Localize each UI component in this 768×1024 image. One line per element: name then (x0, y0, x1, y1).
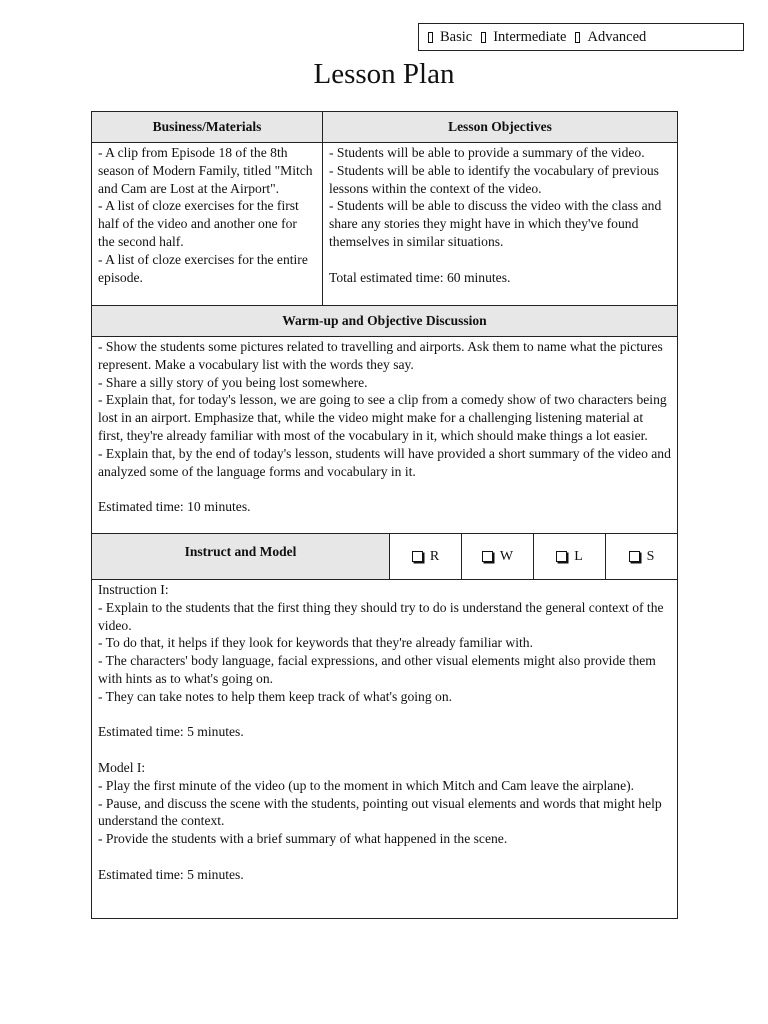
model-item: - Play the first minute of the video (up to the moment in which Mitch and Cam leave the airplane). (98, 777, 635, 793)
model-time: Estimated time: 5 minutes. (98, 866, 244, 882)
materials-header: Business/Materials (92, 112, 323, 142)
instruction-time: Estimated time: 5 minutes. (98, 724, 244, 740)
material-item: - A list of cloze exercises for the entire episode. (98, 251, 308, 285)
checkbox-icon[interactable] (629, 551, 640, 562)
model-title: Model I: (98, 759, 146, 775)
section1-content-row (92, 143, 677, 306)
instruct-header: Instruct and Model (92, 534, 390, 579)
instruction-item: - Explain to the students that the first thing they should try to do is understand the general context of the video. (98, 599, 664, 633)
warmup-header-row (92, 306, 677, 337)
warmup-cell (92, 337, 677, 533)
objectives-header: Lesson Objectives (448, 119, 552, 134)
objectives-cell (323, 143, 677, 305)
checkbox-icon[interactable] (412, 551, 423, 562)
skill-writing[interactable] (462, 534, 534, 579)
warmup-item: - Explain that, for today's lesson, we are going to see a clip from a comedy show of two characters being lost in an airport. Emphasize that, while the video might make for a challenging listening material at first, they're already familiar with most of the vocabulary in it, which should make things a lot easier. (98, 392, 667, 443)
skill-reading[interactable] (390, 534, 462, 579)
total-time: Total estimated time: 60 minutes. (329, 269, 511, 285)
skill-listening[interactable] (534, 534, 606, 579)
material-item: - A clip from Episode 18 of the 8th season of Modern Family, titled "Mitch and Cam are Lost at the Airport". (98, 145, 313, 196)
warmup-item: - Share a silly story of you being lost somewhere. (98, 374, 368, 390)
checkbox-icon[interactable] (556, 551, 567, 562)
objective-item: - Students will be able to provide a summary of the video. (329, 145, 645, 160)
checkbox-icon[interactable] (428, 32, 433, 43)
instruction-item: - To do that, it helps if they look for keywords that they're already familiar with. (98, 635, 533, 651)
instruct-cell (92, 580, 677, 918)
objective-item: - Students will be able to discuss the video with the class and share any stories they might have in which they've found themselves in similar situations. (329, 198, 662, 249)
warmup-item: - Explain that, by the end of today's lesson, students will have provided a short summary of the video and analyzed some of the language forms and vocabulary in it. (98, 445, 671, 479)
level-label: Basic (440, 28, 473, 45)
level-selector (418, 23, 744, 51)
warmup-time: Estimated time: 10 minutes. (98, 499, 251, 515)
objective-item: - Students will be able to identify the vocabulary of previous lessons within the context of the video. (329, 162, 659, 196)
checkbox-icon[interactable] (481, 32, 486, 43)
page-title: Lesson Plan (313, 58, 455, 90)
skill-speaking[interactable] (606, 534, 677, 579)
level-option-advanced[interactable] (575, 29, 646, 46)
instruction-item: - They can take notes to help them keep track of what's going on. (98, 688, 453, 704)
instruction-title: Instruction I: (98, 582, 169, 597)
instruction-item: - The characters' body language, facial expressions, and other visual elements might also provide them with hints as to what's going on. (98, 653, 656, 686)
skill-label: R (429, 548, 440, 564)
skill-label: L (574, 548, 583, 564)
skill-label: W (499, 548, 514, 564)
model-item: - Provide the students with a brief summary of what happened in the scene. (98, 831, 508, 847)
checkbox-icon[interactable] (482, 551, 493, 562)
level-option-intermediate[interactable] (481, 29, 566, 46)
checkbox-icon[interactable] (575, 32, 580, 43)
instruct-header-row (92, 534, 677, 580)
model-item: - Pause, and discuss the scene with the students, pointing out visual elements and words that might help understand the context. (98, 795, 662, 829)
section1-header-row (92, 112, 677, 143)
warmup-item: - Show the students some pictures related to travelling and airports. Ask them to name what the pictures represent. Make a vocabulary list with the words they say. (98, 339, 663, 372)
skill-label: S (646, 548, 655, 564)
material-item: - A list of cloze exercises for the first half of the video and another one for the second half. (98, 198, 299, 249)
warmup-content-row (92, 337, 677, 534)
lesson-plan-table (91, 111, 678, 919)
level-option-basic[interactable] (428, 29, 472, 46)
level-label: Advanced (587, 28, 647, 45)
warmup-header: Warm-up and Objective Discussion (282, 313, 487, 328)
level-label: Intermediate (493, 28, 567, 45)
materials-cell (92, 143, 323, 305)
instruct-content-row (92, 580, 677, 918)
